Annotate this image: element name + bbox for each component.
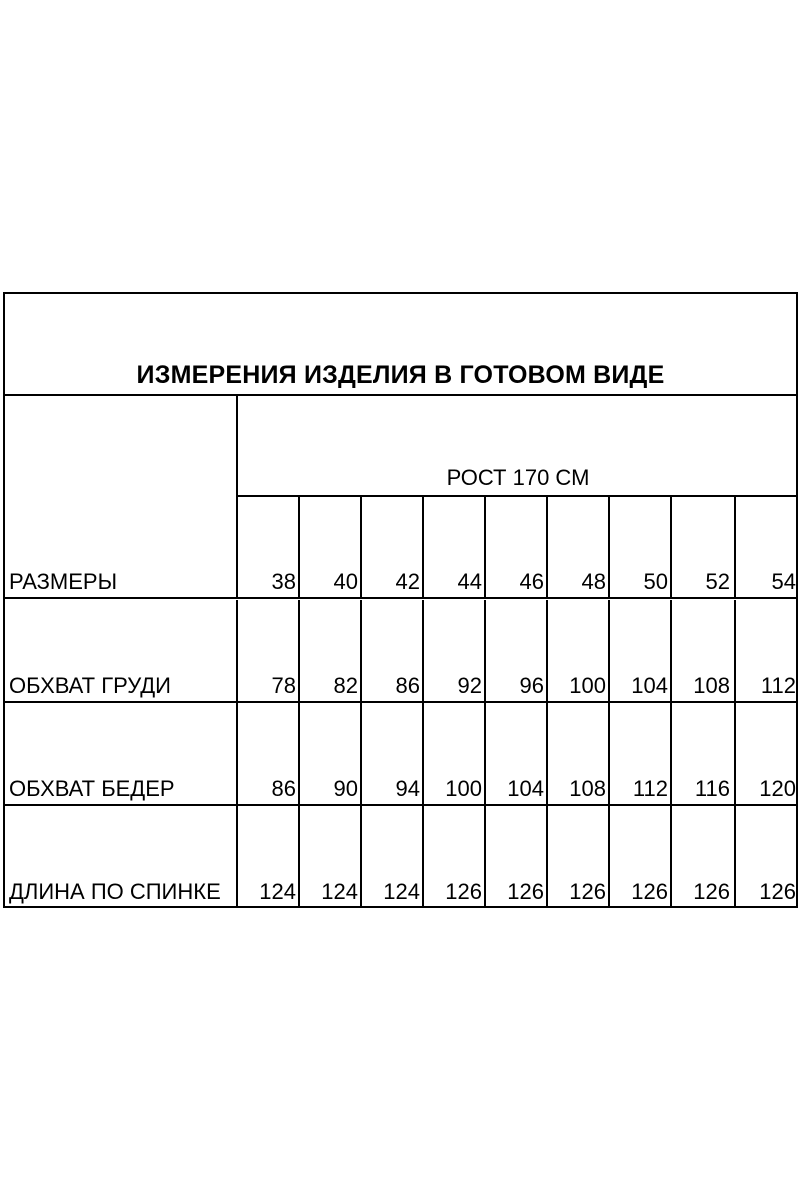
table-cell: 52 [670,497,732,597]
table-cell: 120 [734,703,798,804]
table-cell: 126 [608,806,670,907]
table-cell: 126 [734,806,798,907]
table-cell: 54 [734,497,798,597]
table-cell: 94 [360,703,422,804]
row-label: ОБХВАТ ГРУДИ [9,673,171,698]
table-cell: 82 [298,600,360,701]
height-label: РОСТ 170 СМ [446,465,590,490]
table-title: ИЗМЕРЕНИЯ ИЗДЕЛИЯ В ГОТОВОМ ВИДЕ [136,361,665,389]
table-row [5,703,796,806]
row-label: ДЛИНА ПО СПИНКЕ [9,879,221,904]
table-cell: 100 [422,703,484,804]
table-cell: 108 [546,703,608,804]
table-cell: 44 [422,497,484,597]
table-cell: 46 [484,497,546,597]
table-cell: 92 [422,600,484,701]
table-cell: 126 [484,806,546,907]
table-cell: 124 [236,806,298,907]
size-chart-table [3,292,798,908]
table-cell: 108 [670,600,732,701]
table-cell: 112 [608,703,670,804]
table-cell: 126 [546,806,608,907]
table-cell: 40 [298,497,360,597]
height-header-cell [236,396,798,497]
table-cell: 78 [236,600,298,701]
table-cell: 48 [546,497,608,597]
table-cell: 90 [298,703,360,804]
table-row [5,497,796,599]
table-cell: 38 [236,497,298,597]
table-row [5,806,796,907]
title-row [5,294,796,396]
table-cell: 104 [608,600,670,701]
table-cell: 96 [484,600,546,701]
table-cell: 42 [360,497,422,597]
table-cell: 100 [546,600,608,701]
table-cell: 124 [360,806,422,907]
table-cell: 124 [298,806,360,907]
table-cell: 112 [734,600,798,701]
table-cell: 116 [670,703,732,804]
table-cell: 50 [608,497,670,597]
row-label: ОБХВАТ БЕДЕР [9,776,175,801]
table-cell: 126 [670,806,732,907]
table-cell: 126 [422,806,484,907]
table-cell: 104 [484,703,546,804]
table-row [5,600,796,703]
table-cell: 86 [360,600,422,701]
table-cell: 86 [236,703,298,804]
row-label: РАЗМЕРЫ [9,569,118,594]
